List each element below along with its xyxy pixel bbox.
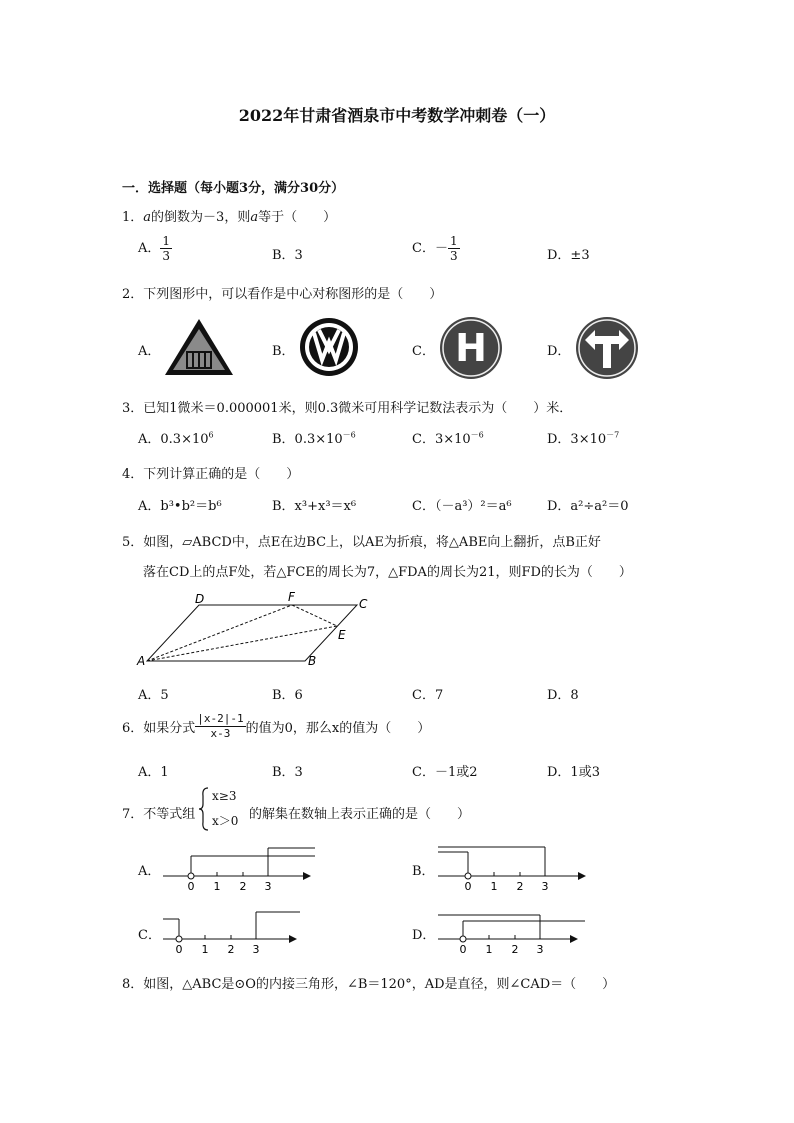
tick-3: 3 [536, 943, 544, 956]
point-f-label: F [288, 590, 295, 604]
turn-left-right-sign-icon [575, 316, 639, 380]
tick-0: 0 [459, 943, 467, 956]
tick-0: 0 [187, 880, 195, 892]
tick-0: 0 [175, 943, 183, 956]
helipad-letter: H [455, 326, 487, 370]
question-1-stem: 1．a的倒数为－3，则a等于（ ） [122, 210, 337, 225]
q1-option-c[interactable]: C．－ $\frac{1}{3}$ [412, 234, 458, 263]
q5-option-d[interactable]: D．8 [547, 688, 579, 703]
q1-option-b[interactable]: B．3 [272, 248, 303, 263]
tick-0: 0 [464, 880, 472, 892]
q7-option-c[interactable]: C． [138, 928, 161, 943]
q4-option-c[interactable]: C．（－a³）²＝a⁶ [412, 499, 512, 514]
q3-option-d[interactable]: D．$3\times 10^{-7}$ [547, 430, 620, 447]
tick-2: 2 [516, 880, 524, 892]
q1-option-a[interactable]: A． $\frac{1}{3}$ [138, 234, 171, 263]
tick-2: 2 [239, 880, 247, 892]
q6-option-a[interactable]: A．1 [138, 765, 169, 780]
q6-option-c[interactable]: C．－1或2 [412, 765, 478, 780]
parallelogram-figure [135, 588, 375, 673]
tick-1: 1 [201, 943, 209, 956]
question-7-stem-pre: 7．不等式组 [122, 807, 196, 822]
tick-2: 2 [227, 943, 235, 956]
q7-option-b[interactable]: B． [412, 864, 435, 879]
q5-option-a[interactable]: A．5 [138, 688, 169, 703]
q4-option-d[interactable]: D．a²÷a²＝0 [547, 499, 629, 514]
system-brace-icon [198, 786, 210, 832]
point-e-label: E [338, 628, 346, 642]
q2-option-a[interactable]: A． [138, 344, 161, 359]
question-7-stem-post: 的解集在数轴上表示正确的是（ ） [249, 807, 471, 822]
q7-option-a[interactable]: A． [138, 864, 161, 879]
vw-logo-icon [298, 316, 360, 378]
inequality-1: x≥3 [212, 789, 237, 803]
vertex-a-label: A [137, 654, 146, 668]
number-line-d [430, 906, 590, 956]
tick-3: 3 [264, 880, 272, 892]
tick-1: 1 [490, 880, 498, 892]
q2-option-b[interactable]: B． [272, 344, 295, 359]
number-line-b [430, 842, 590, 892]
vertex-b-label: B [308, 654, 317, 668]
q1-option-d[interactable]: D．±3 [547, 248, 590, 263]
number-line-c [155, 906, 315, 956]
section-heading: 一．选择题（每小题3分，满分30分） [122, 181, 345, 196]
tick-3: 3 [252, 943, 260, 956]
question-2-stem: 2．下列图形中，可以看作是中心对称图形的是（ ） [122, 287, 443, 302]
q4-option-a[interactable]: A．b³•b²＝b⁶ [138, 499, 222, 514]
question-5-line2: 落在CD上的点F处，若△FCE的周长为7，△FDA的周长为21，则FD的长为（ ） [143, 565, 632, 580]
helipad-h-sign-icon [439, 316, 503, 380]
question-6-stem: 6．如果分式 $\frac{|x-2|-1}{x-3}$ 的值为0，那么x的值为（ ） [122, 712, 431, 740]
tick-3: 3 [541, 880, 549, 892]
q7-option-d[interactable]: D． [412, 928, 436, 943]
inequality-2: x＞0 [212, 814, 239, 828]
q2-option-d[interactable]: D． [547, 344, 571, 359]
q6-option-b[interactable]: B．3 [272, 765, 303, 780]
question-3-stem: 3．已知1微米＝0.000001米，则0.3微米可用科学记数法表示为（ ）米． [122, 401, 573, 416]
question-5-line1: 5．如图，▱ABCD中，点E在边BC上，以AE为折痕，将△ABE向上翻折，点B正好 [122, 535, 601, 550]
q2-option-c[interactable]: C． [412, 344, 435, 359]
vertex-c-label: C [359, 597, 368, 611]
question-4-stem: 4．下列计算正确的是（ ） [122, 467, 300, 482]
vertex-d-label: D [195, 592, 205, 606]
page-title: 2022年甘肃省酒泉市中考数学冲刺卷（一） [238, 106, 556, 125]
railway-crossing-sign-icon [163, 316, 235, 378]
tick-2: 2 [511, 943, 519, 956]
tick-1: 1 [213, 880, 221, 892]
tick-1: 1 [485, 943, 493, 956]
q3-option-b[interactable]: B．$0.3\times 10^{-6}$ [272, 430, 356, 447]
q5-option-b[interactable]: B．6 [272, 688, 303, 703]
q3-option-c[interactable]: C．$3\times 10^{-6}$ [412, 430, 484, 447]
q5-option-c[interactable]: C．7 [412, 688, 444, 703]
q4-option-b[interactable]: B．x³+x³＝x⁶ [272, 499, 357, 514]
q3-option-a[interactable]: A．$0.3\times 10^6$ [138, 430, 214, 447]
number-line-a [155, 842, 315, 892]
q6-option-d[interactable]: D．1或3 [547, 765, 600, 780]
question-8-stem: 8．如图，△ABC是⊙O的内接三角形，∠B＝120°，AD是直径，则∠CAD＝（ ） [122, 977, 616, 992]
